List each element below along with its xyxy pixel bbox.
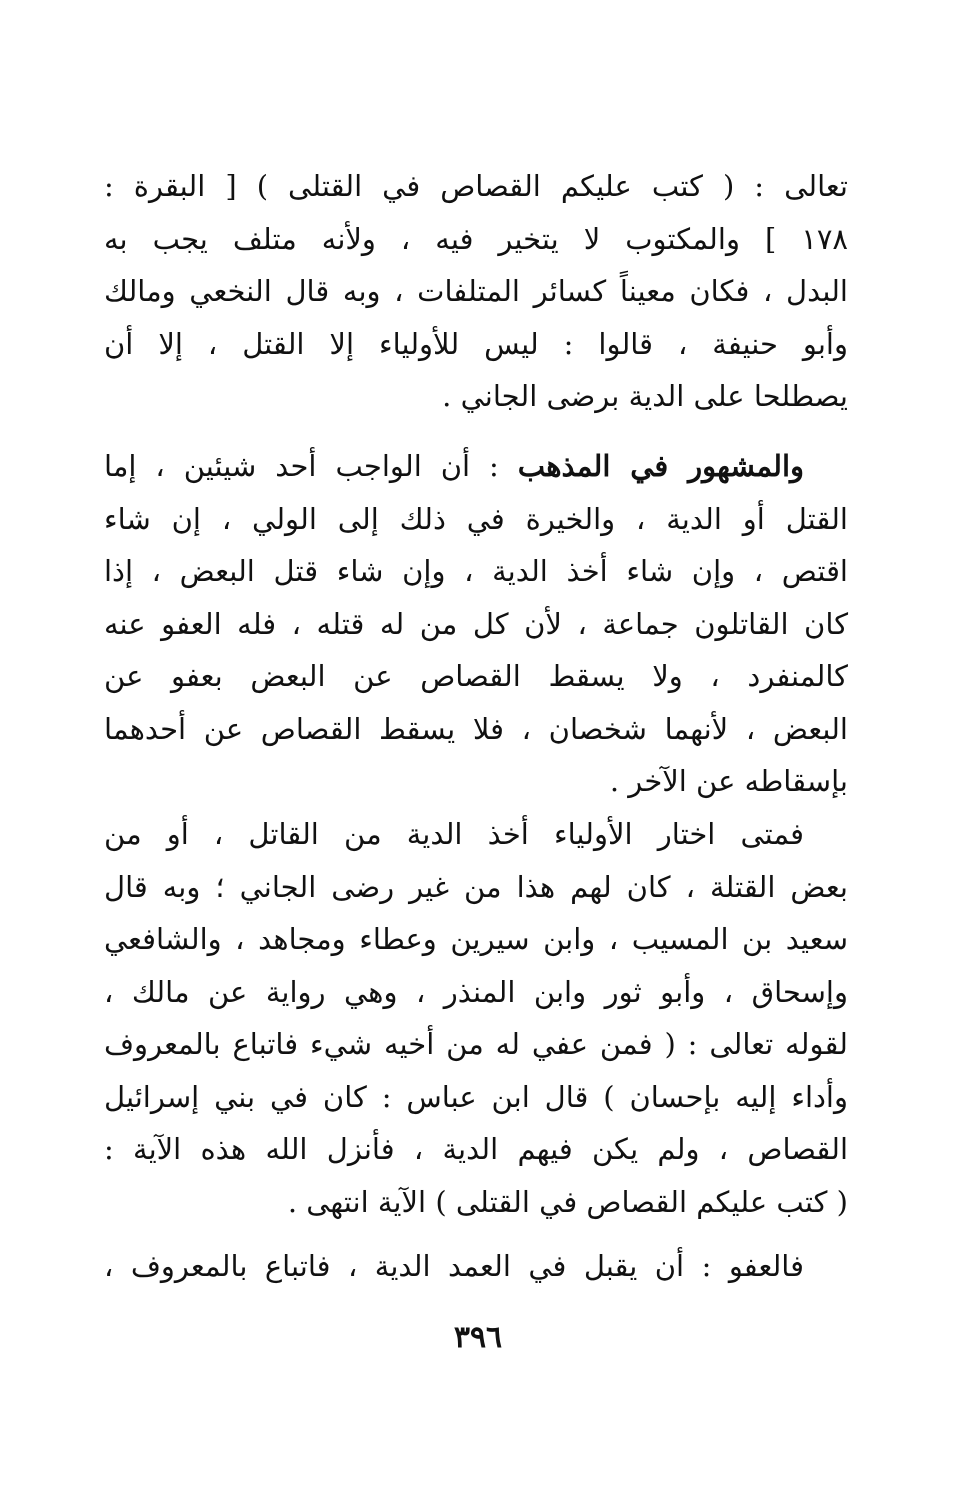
text-line: وأبو حنيفة ، قالوا : ليس للأولياء إلا القتل ، إلا أن <box>104 326 848 361</box>
text-line: كان القاتلون جماعة ، لأن كل من له قتله ، فله العفو عنه <box>104 606 848 641</box>
text-line: ١٧٨ ] والمكتوب لا يتخير فيه ، ولأنه متلف يجب به <box>104 221 848 256</box>
paragraph-1 <box>104 160 848 423</box>
text-line: اقتص ، وإن شاء أخذ الدية ، وإن شاء قتل البعض ، إذا <box>104 554 848 588</box>
page-number: ٣٩٦ <box>453 1320 503 1355</box>
text-line: وإسحاق ، وأبو ثور وابن المنذر ، وهي رواية عن مالك ، <box>104 974 848 1009</box>
text-line: ( كتب عليكم القصاص في القتلى ) الآية انتهى . <box>287 1184 848 1219</box>
text-line: لقوله تعالى : ( فمن عفي له من أخيه شيء فاتباع بالمعروف <box>104 1027 848 1061</box>
text-line: كالمنفرد ، ولا يسقط القصاص عن البعض بعفو عن <box>104 659 848 693</box>
text-line: بعض القتلة ، كان لهم هذا من غير رضى الجاني ؛ وبه قال <box>104 869 848 904</box>
text-line: سعيد بن المسيب ، وابن سيرين وعطاء ومجاهد ، والشافعي <box>104 922 848 956</box>
text-line: تعالى : ( كتب عليكم القصاص في القتلى ) [ البقرة : <box>104 169 848 203</box>
paragraph-3 <box>104 808 848 1228</box>
text-line: بإسقاطه عن الآخر . <box>609 764 848 798</box>
text-line: القصاص ، ولم يكن فيهم الدية ، فأنزل الله هذه الآية : <box>104 1132 848 1166</box>
text-line: فمتى اختار الأولياء أخذ الدية من القاتل ، أو من <box>104 817 804 851</box>
paragraph-2 <box>104 440 848 808</box>
text-line: القتل أو الدية ، والخيرة في ذلك إلى الولي ، إن شاء <box>104 501 848 536</box>
paragraph-heading: والمشهور في المذهب <box>517 449 805 483</box>
text-line: وأداء إليه بإحسان ) قال ابن عباس : كان في بني إسرائيل <box>104 1079 848 1114</box>
text-line: فالعفو : أن يقبل في العمد الدية ، فاتباع بالمعروف ، <box>104 1249 804 1283</box>
paragraph-4 <box>104 1240 848 1293</box>
text-line: يصطلحا على الدية برضى الجاني . <box>442 379 848 413</box>
text-line: البدل ، فكان معيناً كسائر المتلفات ، وبه قال النخعي ومالك <box>104 274 848 308</box>
text-line: البعض ، لأنهما شخصان ، فلا يسقط القصاص عن أحدهما <box>104 711 848 746</box>
heading-continuation: : أن الواجب أحد شيئين ، إما <box>104 449 499 483</box>
text-line <box>104 440 848 493</box>
